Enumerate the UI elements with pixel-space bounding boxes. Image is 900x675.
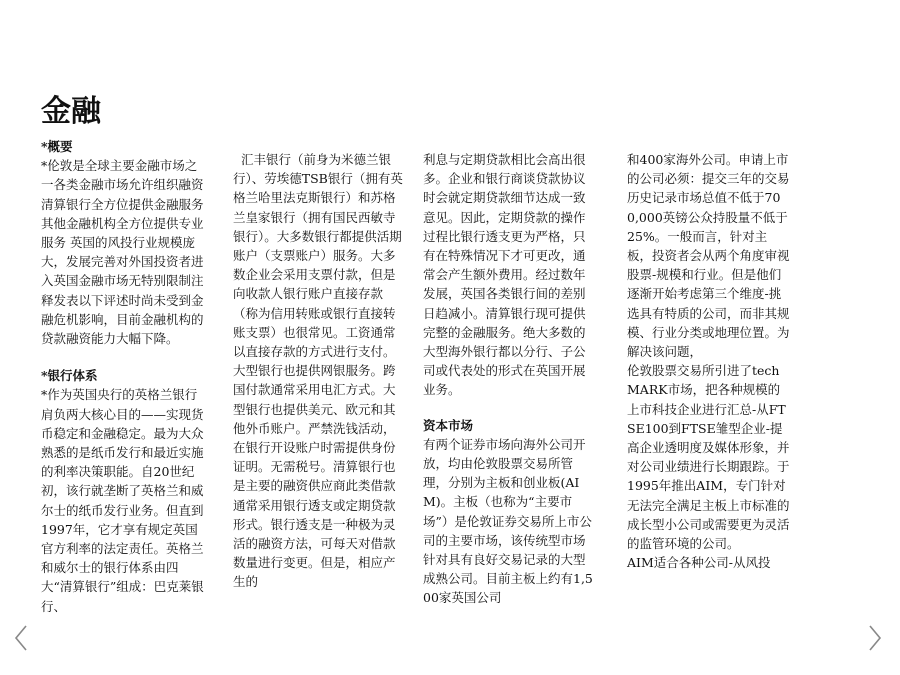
- paragraph-aim: AIM适合各种公司-从风投: [627, 555, 771, 571]
- section-heading-capital-markets: 资本市场: [423, 417, 474, 433]
- page-title: 金融: [41, 94, 101, 129]
- column-1: [41, 137, 209, 616]
- column-4: [627, 150, 791, 572]
- section-heading-overview: *概要: [41, 139, 73, 154]
- paragraph-overview: *伦敦是全球主要金融市场之一各类金融市场允许组织融资清算银行全方位提供金融服务其他金融机构全方位提供专业服务 英国的风投行业规模庞大，发展完善对外国投资者进入英国金融市场无特别限制注释发表以下评述时尚未受到金融危机影响，目前金融机构的贷款融资能力大幅下降。: [41, 158, 204, 347]
- column-3: [423, 150, 597, 608]
- paragraph-loans: 利息与定期贷款相比会高出很多。企业和银行商谈贷款协议时会就定期贷款细节达成一致意见。因此，定期贷款的操作过程比银行透支更为严格，只有在特殊情况下才可更改，通常会产生额外费用。经过数年发展，英国各类银行间的差别日趋减小。清算银行现可提供完整的金融服务。绝大多数的大型海外银行都以分行、子公司或代表处的形式在英国开展业务。: [423, 152, 586, 398]
- paragraph-capital-markets: 有两个证券市场向海外公司开放，均由伦敦股票交易所管理，分别为主板和创业板(AIM)。主板（也称为“主要市场”）是伦敦证券交易所上市公司的主要市场，该传统型市场针对具有良好交易记录的大型成熟公司。目前主板上约有1,500家英国公司: [423, 436, 593, 606]
- previous-page-button[interactable]: [10, 622, 34, 654]
- paragraph-banking-continued: 汇丰银行（前身为米德兰银行）、劳埃德TSB银行（拥有英格兰哈里法克斯银行）和苏格兰皇家银行（拥有国民西敏寺银行）。大多数银行都提供活期账户（支票账户）服务。大多数企业会采用支票付款，但是向收款人银行账户直接存款（称为信用转账或银行直接转账支票）也很常见。工资通常以直接存款的方式进行支付。大型银行也提供网银服务。跨国付款通常采用电汇方式。大型银行也提供美元、欧元和其他外币账户。严禁洗钱活动，在银行开设账户时需提供身份证明。无需税号。清算银行也是主要的融资供应商此类借款通常采用银行透支或定期贷款形式。银行透支是一种极为灵活的融资方法，可每天对借款数量进行变更。但是，相应产生的: [233, 152, 403, 590]
- next-page-button[interactable]: [862, 622, 886, 654]
- chevron-left-icon: [10, 622, 34, 654]
- paragraph-banking: *作为英国央行的英格兰银行肩负两大核心目的——实现货币稳定和金融稳定。最为大众熟悉的是纸币发行和最近实施的利率决策职能。自20世纪初，该行就垄断了英格兰和威尔士的纸币发行业务。但直到1997年，它才享有规定英国官方利率的法定责任。英格兰和威尔士的银行体系由四大“清算银行”组成：巴克莱银行、: [41, 387, 204, 614]
- chevron-right-icon: [862, 622, 886, 654]
- paragraph-listing: 和400家海外公司。申请上市的公司必须：提交三年的交易历史记录市场总值不低于700,000英镑公众持股量不低于25%。一般而言，针对主板，投资者会从两个角度审视股票-规模和行业。但是他们逐渐开始考虑第三个维度-挑选具有特质的公司，而非其规模、行业分类或地理位置。为解决该问题，: [627, 152, 790, 360]
- column-2: [233, 150, 407, 592]
- section-heading-banking: *银行体系: [41, 368, 98, 384]
- paragraph-techmark: 伦敦股票交易所引进了techMARK市场，把各种规模的上市科技企业进行汇总-从FTSE100到FTSE雏型企业-提高企业透明度及媒体形象，并对公司业绩进行长期跟踪。于1995年推出AIM，专门针对无法完全满足主板上市标准的成长型小公司或需要更为灵活的监管环境的公司。: [627, 363, 790, 552]
